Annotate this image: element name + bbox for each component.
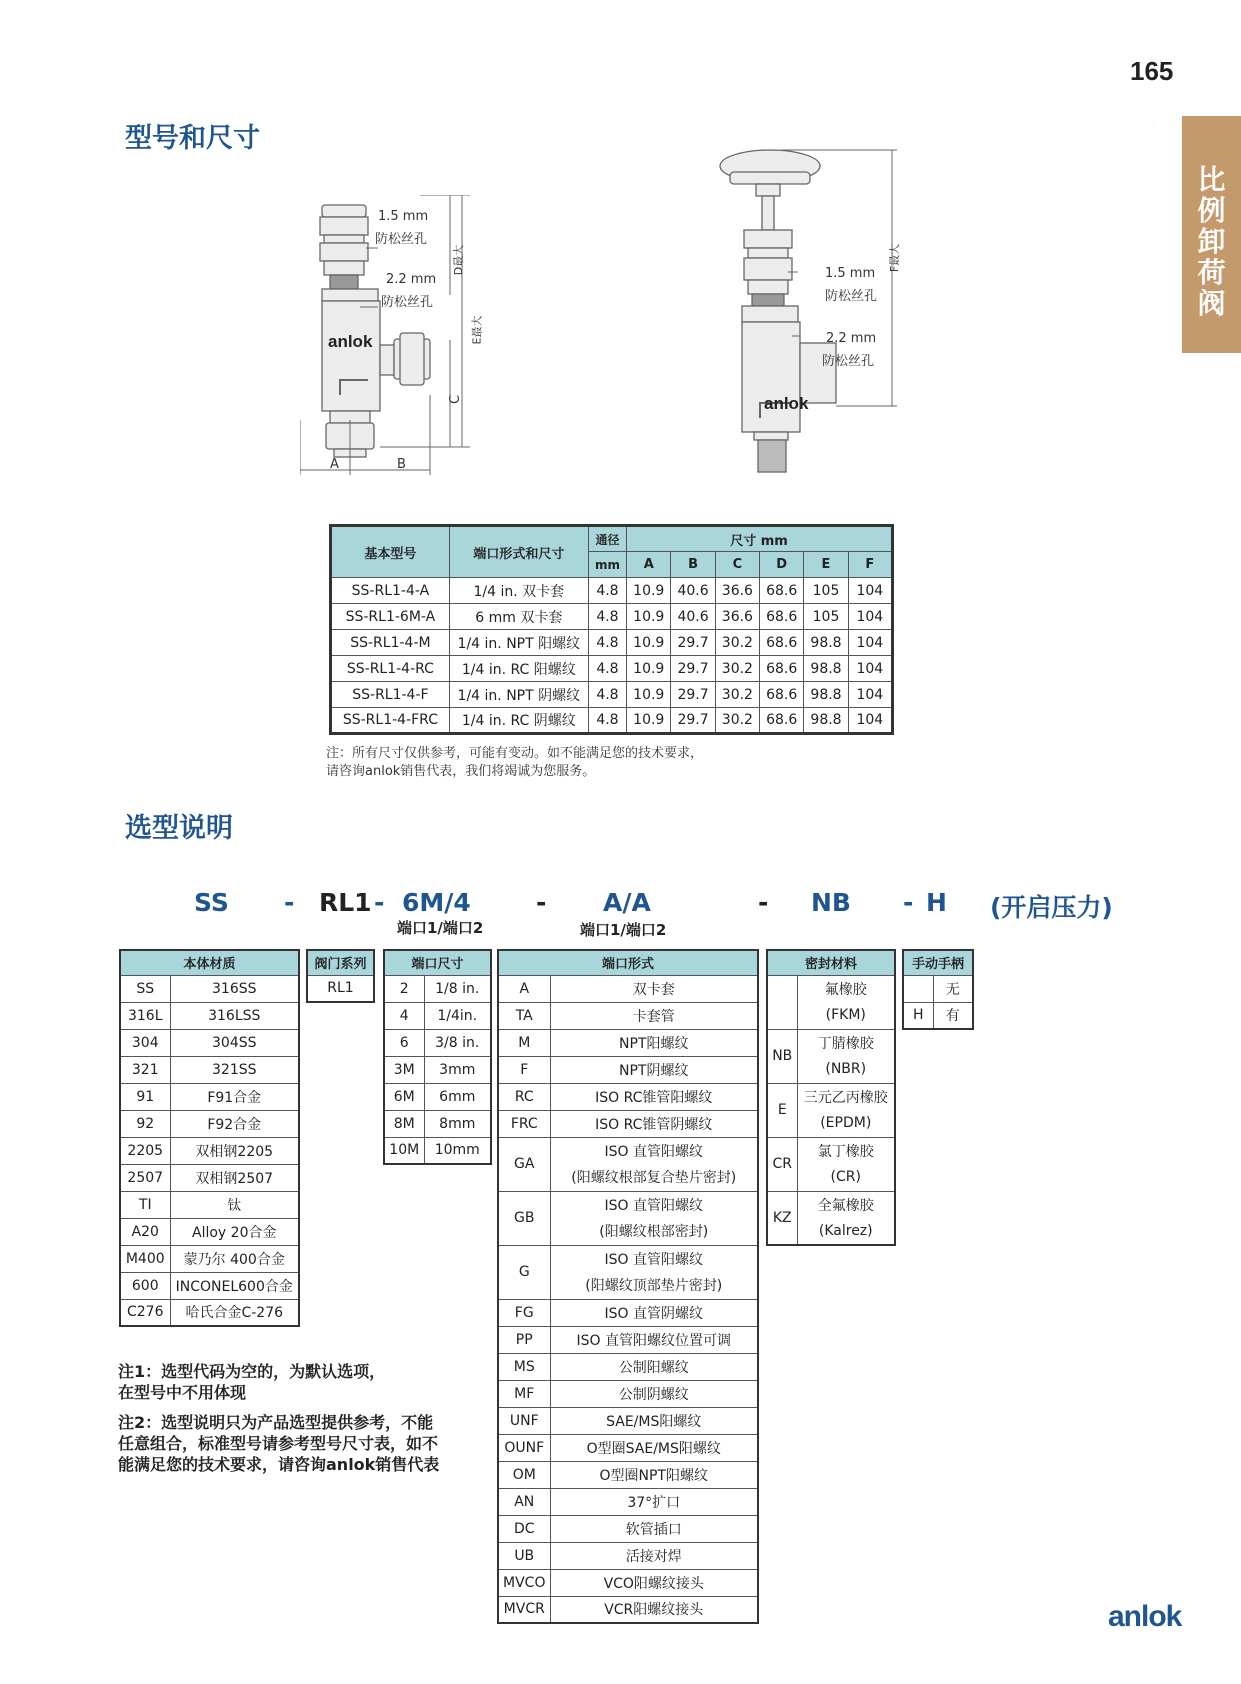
dimension-cell: 10.9 <box>627 708 671 734</box>
end-connection-desc: ISO RC锥管阴螺纹 <box>550 1110 758 1137</box>
seal-desc: (CR) <box>797 1164 895 1191</box>
seal-code: E <box>767 1083 797 1137</box>
material-code: SS <box>120 975 170 1002</box>
material-desc: Alloy 20合金 <box>170 1218 299 1245</box>
dimension-cell: 4.8 <box>588 630 626 656</box>
dimension-row <box>331 630 893 656</box>
dimension-cell: 105 <box>804 604 848 630</box>
handle-desc: 无 <box>933 975 973 1002</box>
seal-desc: 丁腈橡胶 <box>797 1029 895 1056</box>
dimension-cell: 40.6 <box>671 578 715 604</box>
dimension-row <box>331 708 893 734</box>
handle-row <box>903 1002 973 1029</box>
dimension-cell: 4.8 <box>588 578 626 604</box>
seal-desc: (EPDM) <box>797 1110 895 1137</box>
dimension-cell: 6 mm 双卡套 <box>449 604 588 630</box>
seal-desc: 氯丁橡胶 <box>797 1137 895 1164</box>
code-dash-4: - <box>758 888 769 917</box>
end-connection-row <box>498 1488 758 1515</box>
end-connection-code: FG <box>498 1299 550 1326</box>
code-end-connection: A/A <box>603 888 651 917</box>
left-lockwire-hole-2-size: 2.2 mm <box>386 272 437 287</box>
material-desc: 双相钢2507 <box>170 1164 299 1191</box>
port-size-row <box>384 1029 491 1056</box>
end-connection-row <box>498 1407 758 1434</box>
header-bore: 通径 <box>588 526 626 552</box>
end-connection-code: DC <box>498 1515 550 1542</box>
seal-desc: (Kalrez) <box>797 1218 895 1245</box>
material-row <box>120 1056 299 1083</box>
side-tab-char: 卸 <box>1197 225 1226 258</box>
dimension-cell: 104 <box>848 630 892 656</box>
seal-code: NB <box>767 1029 797 1083</box>
dimension-cell: SS-RL1-4-M <box>331 630 450 656</box>
end-connection-desc: 软管插口 <box>550 1515 758 1542</box>
material-row <box>120 1299 299 1326</box>
seal-header: 密封材料 <box>767 950 895 975</box>
dimension-cell: 10.9 <box>627 630 671 656</box>
end-connection-row <box>498 1029 758 1056</box>
port-size-row <box>384 1137 491 1164</box>
material-row <box>120 1083 299 1110</box>
dimension-cell: 29.7 <box>671 708 715 734</box>
code-seal: NB <box>811 888 851 917</box>
end-connection-desc: NPT阴螺纹 <box>550 1056 758 1083</box>
series-table <box>306 949 375 1003</box>
handle-table <box>902 949 974 1030</box>
dimension-cell: 104 <box>848 578 892 604</box>
end-connection-code: UNF <box>498 1407 550 1434</box>
end-connection-desc: 37°扩口 <box>550 1488 758 1515</box>
dimension-row <box>331 578 893 604</box>
section-title-ordering: 选型说明 <box>125 813 233 844</box>
header-col-d: D <box>760 552 804 578</box>
side-tab-char: 阀 <box>1197 287 1226 320</box>
end-connection-code: OUNF <box>498 1434 550 1461</box>
port-size-code: 8M <box>384 1110 424 1137</box>
end-connection-code: MVCO <box>498 1569 550 1596</box>
port-size-code: 3M <box>384 1056 424 1083</box>
header-col-e: E <box>804 552 848 578</box>
port-size-desc: 6mm <box>424 1083 491 1110</box>
dimension-cell: 68.6 <box>760 682 804 708</box>
port-size-code: 2 <box>384 975 424 1002</box>
material-code: 2205 <box>120 1137 170 1164</box>
seal-code: CR <box>767 1137 797 1191</box>
header-dimensions: 尺寸 mm <box>627 526 893 552</box>
material-row <box>120 1029 299 1056</box>
dimension-row <box>331 656 893 682</box>
end-connection-desc: VCO阳螺纹接头 <box>550 1569 758 1596</box>
material-desc: 321SS <box>170 1056 299 1083</box>
dimension-cell: SS-RL1-4-A <box>331 578 450 604</box>
end-connection-desc: VCR阳螺纹接头 <box>550 1596 758 1623</box>
material-row <box>120 1002 299 1029</box>
dimension-cell: 30.2 <box>715 656 759 682</box>
seal-row <box>767 975 895 1002</box>
dim-label-b: B <box>397 457 406 472</box>
material-code: 91 <box>120 1083 170 1110</box>
dimension-cell: 30.2 <box>715 630 759 656</box>
end-connection-row <box>498 1434 758 1461</box>
material-row <box>120 1218 299 1245</box>
code-dash-1: - <box>284 888 295 917</box>
end-connection-code: GA <box>498 1137 550 1191</box>
end-connection-code: RC <box>498 1083 550 1110</box>
port-size-row <box>384 1002 491 1029</box>
material-row <box>120 1245 299 1272</box>
dimension-cell: 104 <box>848 604 892 630</box>
end-connection-code: TA <box>498 1002 550 1029</box>
handle-code <box>903 975 933 1002</box>
seal-desc: (FKM) <box>797 1002 895 1029</box>
side-tab-char: 例 <box>1197 194 1226 227</box>
dimension-cell: 1/4 in. 双卡套 <box>449 578 588 604</box>
dimension-cell: 98.8 <box>804 656 848 682</box>
end-connection-row <box>498 1596 758 1623</box>
material-row <box>120 1110 299 1137</box>
material-row <box>120 1137 299 1164</box>
end-connection-code: G <box>498 1245 550 1299</box>
material-desc: 304SS <box>170 1029 299 1056</box>
end-connection-code: A <box>498 975 550 1002</box>
end-connection-desc: ISO 直管阴螺纹 <box>550 1299 758 1326</box>
dimension-cell: 68.6 <box>760 604 804 630</box>
port-size-code: 10M <box>384 1137 424 1164</box>
port-size-desc: 3/8 in. <box>424 1029 491 1056</box>
dimension-cell: 1/4 in. RC 阴螺纹 <box>449 708 588 734</box>
code-dash-5: - <box>903 888 914 917</box>
end-connection-code: FRC <box>498 1110 550 1137</box>
dimension-cell: SS-RL1-4-F <box>331 682 450 708</box>
port-size-desc: 8mm <box>424 1110 491 1137</box>
dimension-note-line-2: 请咨询anlok销售代表，我们将竭诚为您服务。 <box>326 764 596 779</box>
end-connection-table <box>497 949 759 1624</box>
end-connection-row <box>498 975 758 1002</box>
port-size-desc: 1/8 in. <box>424 975 491 1002</box>
material-desc: F92合金 <box>170 1110 299 1137</box>
right-lockwire-hole-2-size: 2.2 mm <box>826 331 877 346</box>
dimension-cell: 1/4 in. NPT 阴螺纹 <box>449 682 588 708</box>
side-tab-char: 比 <box>1197 163 1226 196</box>
port-size-header: 端口尺寸 <box>384 950 491 975</box>
dimension-cell: 10.9 <box>627 682 671 708</box>
end-connection-desc: ISO 直管阳螺纹 <box>550 1137 758 1164</box>
dimension-cell: 30.2 <box>715 682 759 708</box>
end-connection-desc: NPT阳螺纹 <box>550 1029 758 1056</box>
end-connection-row <box>498 1461 758 1488</box>
end-connection-code: GB <box>498 1191 550 1245</box>
end-connection-desc: 双卡套 <box>550 975 758 1002</box>
end-connection-desc: (阳螺纹根部密封) <box>550 1218 758 1245</box>
material-desc: 哈氏合金C-276 <box>170 1299 299 1326</box>
dimension-cell: 98.8 <box>804 682 848 708</box>
end-connection-code: MVCR <box>498 1596 550 1623</box>
end-connection-desc: ISO 直管阳螺纹 <box>550 1245 758 1272</box>
dim-label-e: E最大 <box>470 315 484 345</box>
dim-label-d: D最大 <box>452 244 466 276</box>
dimension-row <box>331 682 893 708</box>
ordering-note-2-line-1: 注2：选型说明只为产品选型提供参考，不能 <box>118 1413 434 1432</box>
dimension-note <box>326 745 703 781</box>
end-connection-desc: (阳螺纹顶部垫片密封) <box>550 1272 758 1299</box>
valve-drawing-manual-handle <box>712 148 912 508</box>
seal-desc: 氟橡胶 <box>797 975 895 1002</box>
end-connection-row <box>498 1542 758 1569</box>
right-lockwire-hole-2-label: 防松丝孔 <box>822 354 875 369</box>
code-end-connection-sub: 端口1/端口2 <box>580 921 667 939</box>
material-row <box>120 1191 299 1218</box>
material-desc: 钛 <box>170 1191 299 1218</box>
seal-row <box>767 1191 895 1218</box>
seal-desc: (NBR) <box>797 1056 895 1083</box>
end-connection-code: OM <box>498 1461 550 1488</box>
end-connection-row <box>498 1569 758 1596</box>
end-connection-code: MF <box>498 1380 550 1407</box>
end-connection-code: F <box>498 1056 550 1083</box>
material-desc: 蒙乃尔 400合金 <box>170 1245 299 1272</box>
dimension-cell: 98.8 <box>804 630 848 656</box>
port-size-row <box>384 1110 491 1137</box>
end-connection-code: PP <box>498 1326 550 1353</box>
end-connection-row <box>498 1245 758 1272</box>
ordering-note-1-line-1: 注1：选型代码为空的，为默认选项， <box>118 1362 386 1381</box>
material-code: A20 <box>120 1218 170 1245</box>
dimension-cell: 68.6 <box>760 656 804 682</box>
port-size-row <box>384 1056 491 1083</box>
header-basic-model: 基本型号 <box>331 526 450 578</box>
port-size-code: 4 <box>384 1002 424 1029</box>
seal-desc: 三元乙丙橡胶 <box>797 1083 895 1110</box>
seal-code <box>767 975 797 1029</box>
material-desc: 316SS <box>170 975 299 1002</box>
header-port-type: 端口形式和尺寸 <box>449 526 588 578</box>
code-dash-2: - <box>374 888 385 917</box>
material-row <box>120 1272 299 1299</box>
end-connection-row <box>498 1191 758 1218</box>
end-connection-row <box>498 1299 758 1326</box>
brand-logo[interactable]: anlok <box>1108 1600 1182 1633</box>
ordering-note-1-line-2: 在型号中不用体现 <box>118 1383 247 1402</box>
header-col-a: A <box>627 552 671 578</box>
seal-desc: 全氟橡胶 <box>797 1191 895 1218</box>
dimension-cell: SS-RL1-4-FRC <box>331 708 450 734</box>
dimension-cell: 1/4 in. RC 阳螺纹 <box>449 656 588 682</box>
dimension-cell: 4.8 <box>588 656 626 682</box>
dim-label-c: C <box>448 394 464 405</box>
dimension-cell: 98.8 <box>804 708 848 734</box>
dimension-cell: 29.7 <box>671 630 715 656</box>
port-size-desc: 10mm <box>424 1137 491 1164</box>
dimension-cell: 4.8 <box>588 604 626 630</box>
material-code: M400 <box>120 1245 170 1272</box>
material-desc: F91合金 <box>170 1083 299 1110</box>
ordering-note-2 <box>118 1412 439 1475</box>
handle-code: H <box>903 1002 933 1029</box>
seal-row <box>767 1137 895 1164</box>
dimension-cell: 104 <box>848 708 892 734</box>
code-dash-3: - <box>536 888 547 917</box>
right-body-logo: anlok <box>764 394 809 413</box>
port-size-row <box>384 1083 491 1110</box>
ordering-note-1 <box>118 1361 385 1403</box>
dim-label-a: A <box>330 457 339 472</box>
end-connection-desc: 活接对焊 <box>550 1542 758 1569</box>
dimension-cell: 68.6 <box>760 708 804 734</box>
dimension-cell: 1/4 in. NPT 阳螺纹 <box>449 630 588 656</box>
dimension-cell: 36.6 <box>715 578 759 604</box>
left-body-logo: anlok <box>328 332 373 351</box>
dimension-cell: 104 <box>848 656 892 682</box>
header-bore-unit: mm <box>588 552 626 578</box>
code-series: RL1 <box>319 888 372 917</box>
end-connection-code: MS <box>498 1353 550 1380</box>
left-lockwire-hole-1-size: 1.5 mm <box>378 209 429 224</box>
seal-row <box>767 1029 895 1056</box>
end-connection-code: AN <box>498 1488 550 1515</box>
dimension-cell: 29.7 <box>671 682 715 708</box>
dimension-cell: 40.6 <box>671 604 715 630</box>
material-code: TI <box>120 1191 170 1218</box>
port-size-code: 6M <box>384 1083 424 1110</box>
end-connection-row <box>498 1083 758 1110</box>
port-size-desc: 3mm <box>424 1056 491 1083</box>
end-connection-row <box>498 1002 758 1029</box>
left-lockwire-hole-1-label: 防松丝孔 <box>375 232 428 247</box>
material-desc: 双相钢2205 <box>170 1137 299 1164</box>
dimension-cell: 29.7 <box>671 656 715 682</box>
dimension-cell: SS-RL1-6M-A <box>331 604 450 630</box>
end-connection-row <box>498 1353 758 1380</box>
dimension-cell: 10.9 <box>627 578 671 604</box>
end-connection-desc: O型圈NPT阳螺纹 <box>550 1461 758 1488</box>
handle-header: 手动手柄 <box>903 950 973 975</box>
port-size-desc: 1/4in. <box>424 1002 491 1029</box>
side-category-tab[interactable] <box>1182 116 1241 353</box>
right-lockwire-hole-1-size: 1.5 mm <box>825 266 876 281</box>
side-tab-char: 荷 <box>1197 256 1226 289</box>
code-handle: H <box>926 888 947 917</box>
ordering-note-2-line-3: 能满足您的技术要求，请咨询anlok销售代表 <box>118 1455 440 1474</box>
end-connection-desc: SAE/MS阳螺纹 <box>550 1407 758 1434</box>
dim-label-f: F最大 <box>888 243 902 273</box>
material-code: C276 <box>120 1299 170 1326</box>
end-connection-row <box>498 1380 758 1407</box>
dimension-cell: 68.6 <box>760 578 804 604</box>
end-connection-desc: 公制阴螺纹 <box>550 1380 758 1407</box>
end-connection-code: UB <box>498 1542 550 1569</box>
page-number: 165 <box>1130 56 1174 86</box>
end-connection-row <box>498 1110 758 1137</box>
end-connection-desc: (阳螺纹根部复合垫片密封) <box>550 1164 758 1191</box>
material-header: 本体材质 <box>120 950 299 975</box>
ordering-note-2-line-2: 任意组合，标准型号请参考型号尺寸表，如不 <box>118 1434 439 1453</box>
dimension-cell: 68.6 <box>760 630 804 656</box>
dimension-cell: 10.9 <box>627 604 671 630</box>
material-row <box>120 975 299 1002</box>
dimension-cell: 4.8 <box>588 708 626 734</box>
end-connection-row <box>498 1326 758 1353</box>
port-size-row <box>384 975 491 1002</box>
end-connection-row <box>498 1056 758 1083</box>
end-connection-row <box>498 1137 758 1164</box>
material-table <box>119 949 300 1327</box>
material-desc: INCONEL600合金 <box>170 1272 299 1299</box>
end-connection-desc: ISO 直管阳螺纹位置可调 <box>550 1326 758 1353</box>
material-code: 2507 <box>120 1164 170 1191</box>
code-cracking-pressure: (开启压力) <box>990 893 1113 922</box>
port-size-code: 6 <box>384 1029 424 1056</box>
material-code: 600 <box>120 1272 170 1299</box>
section-title-model-dimensions: 型号和尺寸 <box>125 123 260 154</box>
seal-code: KZ <box>767 1191 797 1245</box>
series-value: RL1 <box>307 975 374 1002</box>
dimension-table <box>329 524 894 735</box>
dimension-cell: 36.6 <box>715 604 759 630</box>
end-connection-code: M <box>498 1029 550 1056</box>
material-code: 304 <box>120 1029 170 1056</box>
left-lockwire-hole-2-label: 防松丝孔 <box>381 295 434 310</box>
material-code: 316L <box>120 1002 170 1029</box>
material-desc: 316LSS <box>170 1002 299 1029</box>
material-code: 321 <box>120 1056 170 1083</box>
header-col-f: F <box>848 552 892 578</box>
end-connection-header: 端口形式 <box>498 950 758 975</box>
handle-row <box>903 975 973 1002</box>
end-connection-desc: O型圈SAE/MS阳螺纹 <box>550 1434 758 1461</box>
dimension-note-line-1: 注：所有尺寸仅供参考，可能有变动。如不能满足您的技术要求， <box>326 746 704 761</box>
end-connection-row <box>498 1515 758 1542</box>
end-connection-desc: ISO 直管阳螺纹 <box>550 1191 758 1218</box>
header-col-b: B <box>671 552 715 578</box>
dimension-cell: 30.2 <box>715 708 759 734</box>
dimension-cell: 105 <box>804 578 848 604</box>
seal-table <box>766 949 896 1246</box>
dimension-cell: 4.8 <box>588 682 626 708</box>
series-header: 阀门系列 <box>307 950 374 975</box>
code-port-size: 6M/4 <box>402 888 471 917</box>
material-code: 92 <box>120 1110 170 1137</box>
dimension-cell: 104 <box>848 682 892 708</box>
header-col-c: C <box>715 552 759 578</box>
right-lockwire-hole-1-label: 防松丝孔 <box>825 289 878 304</box>
end-connection-desc: 公制阳螺纹 <box>550 1353 758 1380</box>
code-port-size-sub: 端口1/端口2 <box>397 919 484 937</box>
dimension-cell: 10.9 <box>627 656 671 682</box>
handle-desc: 有 <box>933 1002 973 1029</box>
material-row <box>120 1164 299 1191</box>
seal-row <box>767 1083 895 1110</box>
dimension-cell: SS-RL1-4-RC <box>331 656 450 682</box>
code-material: SS <box>194 888 229 917</box>
end-connection-desc: 卡套管 <box>550 1002 758 1029</box>
dimension-row <box>331 604 893 630</box>
end-connection-desc: ISO RC锥管阳螺纹 <box>550 1083 758 1110</box>
port-size-table <box>383 949 492 1165</box>
